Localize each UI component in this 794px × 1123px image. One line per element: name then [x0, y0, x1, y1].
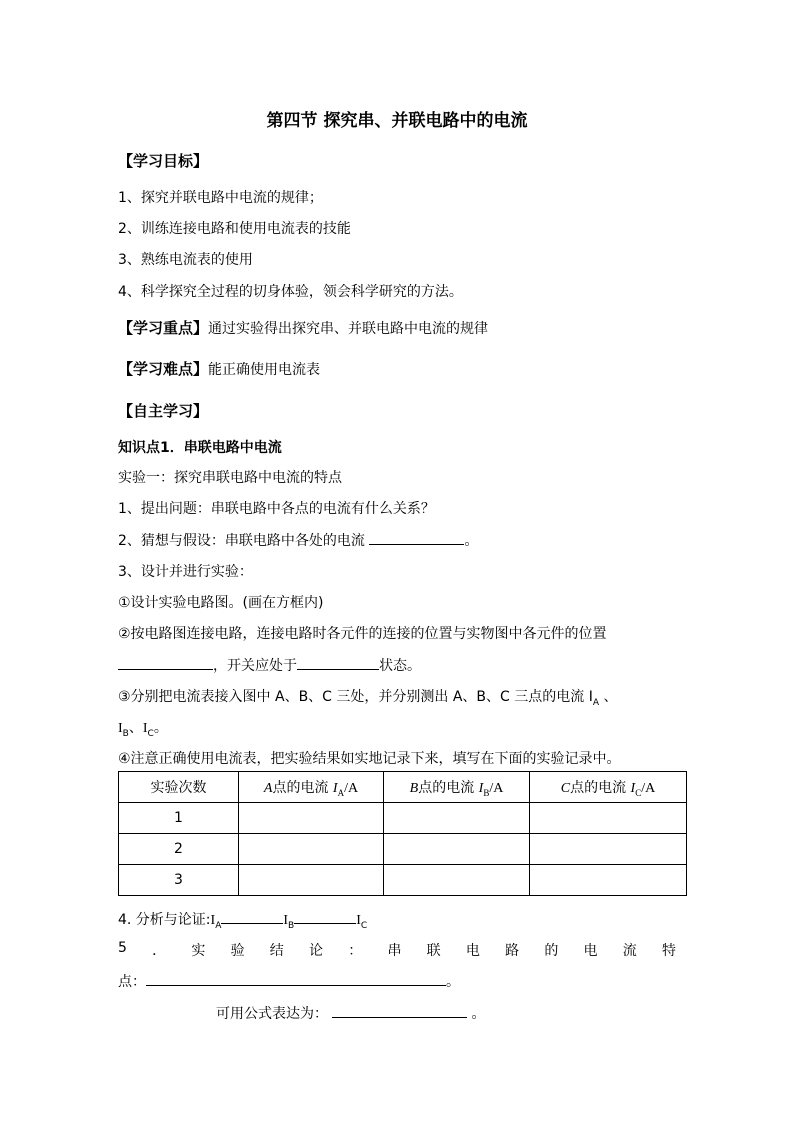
table-row: [119, 803, 687, 834]
self-study-heading: 【自主学习】: [118, 402, 209, 420]
conclusion-char: 特: [661, 943, 676, 959]
table-row: [119, 865, 687, 896]
header-trial-count: 实验次数: [119, 772, 239, 803]
conclusion-line-2: [118, 971, 460, 991]
goals-heading: 【学习目标】: [118, 152, 209, 170]
answer-blank[interactable]: [294, 909, 356, 924]
point-letter: A: [263, 780, 273, 796]
current-symbol: I: [210, 913, 216, 928]
subscript: C: [635, 787, 642, 798]
conclusion-char: 5: [118, 940, 127, 956]
current-symbol: I: [118, 721, 123, 736]
table-cell[interactable]: [384, 865, 530, 896]
focus-label: 【学习重点】: [118, 319, 209, 337]
formula-line: [216, 1003, 485, 1023]
analysis-label: 4. 分析与论证:: [118, 912, 211, 928]
table-header-row: [119, 772, 687, 803]
question-2: [118, 530, 478, 550]
table-cell[interactable]: [384, 803, 530, 834]
conclusion-char: 串: [387, 943, 402, 959]
experiment-record-table: [118, 771, 687, 896]
goal-item-1: 1、探究并联电路中电流的规律；: [118, 190, 323, 206]
difficulty-line: [118, 358, 320, 379]
conclusion-char: 流: [622, 943, 637, 959]
trial-number: 1: [119, 803, 239, 834]
subscript: B: [483, 787, 490, 798]
current-symbol: 、I: [128, 721, 148, 736]
conclusion-line-1: [118, 940, 676, 960]
header-text: 点的电流: [570, 779, 631, 796]
current-symbol: I: [478, 780, 484, 796]
question-1: 1、提出问题：串联电路中各点的电流有什么关系？: [118, 501, 435, 517]
subscript: B: [288, 920, 295, 931]
table-cell[interactable]: [239, 865, 384, 896]
step-3-line-1: [118, 686, 617, 708]
page-title: 第四节 探究串、并联电路中的电流: [266, 111, 528, 131]
experiment-title: 实验一：探究串联电路中电流的特点: [118, 470, 342, 486]
current-symbol: I: [283, 913, 289, 928]
point-letter: B: [409, 780, 419, 796]
header-current-b: [384, 772, 530, 803]
step-2-line-1: ②按电路图连接电路，连接电路时各元件的连接的位置与实物图中各元件的位置: [118, 626, 607, 642]
conclusion-char: 论: [309, 943, 324, 959]
focus-text: 通过实验得出探究串、并联电路中电流的规律: [208, 321, 489, 337]
table-row: [119, 834, 687, 865]
formula-end: 。: [467, 1006, 486, 1022]
conclusion-char: 联: [426, 943, 441, 959]
table-cell[interactable]: [384, 834, 530, 865]
step-2-line-2: [118, 655, 421, 675]
conclusion-char: 实: [191, 943, 206, 959]
table-cell[interactable]: [239, 803, 384, 834]
answer-blank[interactable]: [221, 909, 283, 924]
conclusion-char: ：: [348, 943, 363, 959]
conclusion-char: 的: [544, 943, 559, 959]
conclusion-char: ．: [152, 943, 167, 959]
header-current-a: [239, 772, 384, 803]
conclusion-char: 路: [505, 943, 520, 959]
question-2-text: 2、猜想与假设：串联电路中各处的电流: [118, 533, 370, 549]
current-symbol: I: [332, 780, 338, 796]
conclusion-char: 结: [269, 943, 284, 959]
header-text: 点的电流: [418, 779, 479, 796]
header-text: 点的电流: [272, 779, 333, 796]
question-3: 3、设计并进行实验：: [118, 564, 253, 580]
header-current-c: [530, 772, 687, 803]
knowledge-point-1-heading: 知识点1．串联电路中电流: [118, 440, 282, 456]
step-2-end-text: 状态。: [379, 658, 421, 674]
current-symbol: I: [630, 780, 636, 796]
step-2-mid-text: ，开关应处于: [213, 658, 297, 674]
trial-number: 3: [119, 865, 239, 896]
step-4: ④注意正确使用电流表，把实验结果如实地记录下来，填写在下面的实验记录中。: [118, 751, 621, 767]
trial-number: 2: [119, 834, 239, 865]
conclusion-char: 电: [465, 943, 480, 959]
step-3-line-2-end: 。: [153, 720, 168, 736]
answer-blank[interactable]: [369, 530, 464, 545]
goal-item-3: 3、熟练电流表的使用: [118, 252, 253, 268]
difficulty-label: 【学习难点】: [118, 360, 209, 378]
conclusion-char: 电: [583, 943, 598, 959]
answer-blank[interactable]: [332, 1003, 467, 1018]
table-cell[interactable]: [530, 834, 687, 865]
subscript: A: [215, 920, 222, 931]
table-cell[interactable]: [530, 803, 687, 834]
analysis-line: [118, 909, 367, 931]
goal-item-2: 2、训练连接电路和使用电流表的技能: [118, 221, 351, 237]
current-symbol: I: [356, 913, 361, 928]
subscript: A: [592, 697, 600, 708]
point-letter: C: [560, 780, 571, 796]
step-1: ①设计实验电路图。(画在方框内): [118, 595, 324, 611]
unit: /A: [489, 780, 504, 796]
subscript: C: [147, 728, 154, 739]
subscript: A: [337, 787, 345, 798]
conclusion-char: 验: [230, 943, 245, 959]
unit: /A: [641, 780, 656, 796]
answer-blank[interactable]: [146, 971, 446, 986]
step-3-end: 、: [599, 689, 618, 705]
step-3-line-2: [118, 717, 168, 739]
answer-blank[interactable]: [118, 655, 213, 670]
goal-item-4: 4、科学探究全过程的切身体验，领会科学研究的方法。: [118, 284, 463, 300]
subscript: B: [122, 728, 129, 739]
difficulty-text: 能正确使用电流表: [208, 362, 321, 378]
step-3-text: ③分别把电流表接入图中 A、B、C 三处，并分别测出 A、B、C 三点的电流 I: [118, 689, 593, 705]
unit: /A: [344, 780, 359, 796]
answer-blank[interactable]: [297, 655, 379, 670]
table-cell[interactable]: [530, 865, 687, 896]
formula-label: 可用公式表达为：: [216, 1006, 328, 1022]
subscript: C: [360, 920, 368, 931]
table-cell[interactable]: [239, 834, 384, 865]
focus-line: [118, 317, 488, 338]
conclusion-line-2-end: 。: [446, 974, 460, 990]
conclusion-line-2-label: 点：: [118, 974, 146, 990]
question-2-end: 。: [464, 533, 479, 549]
